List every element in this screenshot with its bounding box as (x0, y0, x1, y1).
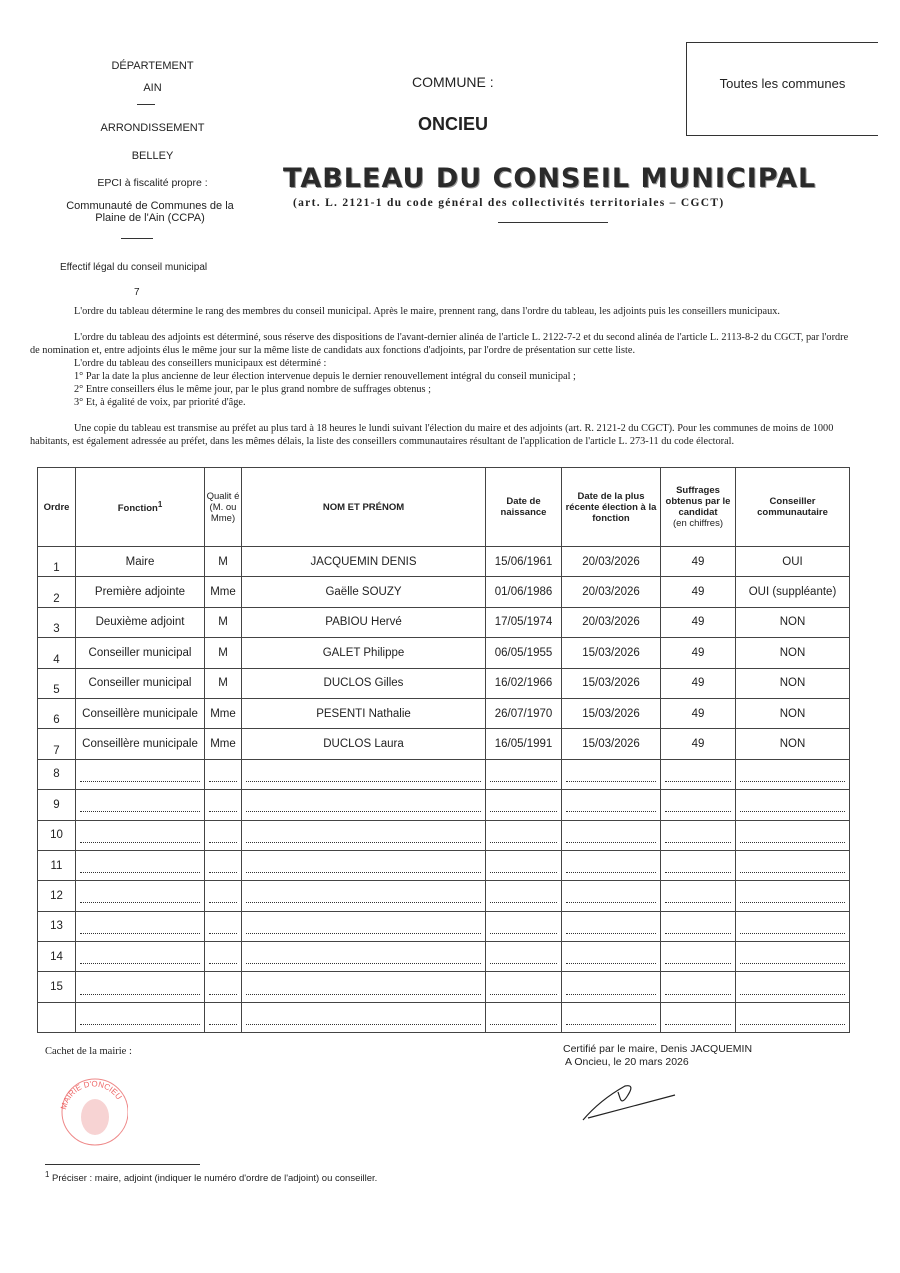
dotted-line (80, 986, 200, 995)
cell-nom (242, 881, 486, 911)
footnote-ref: 1 (157, 500, 163, 510)
cell-qualite (205, 1002, 242, 1032)
empty-table-row (38, 911, 850, 941)
cell-fonction: Deuxième adjoint (76, 607, 205, 637)
cell-nom (242, 1002, 486, 1032)
cell-communautaire: NON (736, 698, 850, 728)
cell-suffrages: 49 (661, 577, 736, 607)
cell-nom: GALET Philippe (242, 638, 486, 668)
dotted-line (80, 925, 200, 934)
cell-ordre: 10 (38, 820, 76, 850)
cell-communautaire: NON (736, 668, 850, 698)
dotted-line (209, 803, 237, 812)
cell-nom (242, 911, 486, 941)
table-row (38, 698, 850, 728)
cell-naissance: 16/02/1966 (486, 668, 562, 698)
cell-qualite (205, 820, 242, 850)
dotted-line (740, 1016, 845, 1025)
dotted-line (246, 803, 481, 812)
cell-qualite (205, 911, 242, 941)
cell-fonction: Conseillère municipale (76, 698, 205, 728)
cell-fonction (76, 850, 205, 880)
cell-qualite (205, 972, 242, 1002)
lieu-date: A Oncieu, le 20 mars 2026 (565, 1056, 689, 1068)
cell-suffrages: 49 (661, 729, 736, 759)
cell-fonction: Conseillère municipale (76, 729, 205, 759)
cell-qualite: Mme (205, 698, 242, 728)
dotted-line (246, 925, 481, 934)
cell-fonction (76, 881, 205, 911)
cell-qualite (205, 790, 242, 820)
cell-naissance (486, 790, 562, 820)
cell-election (562, 759, 661, 789)
cell-qualite: M (205, 547, 242, 577)
dotted-line (80, 803, 200, 812)
paragraph: Une copie du tableau est transmise au préfet au plus tard à 18 heures le lundi suivant l'élection du maire et des adjoints (art. R. 2121-2 du CGCT). Pour les communes de moins de 1000 habitants, est également adressée au préfet, dans les mêmes délais, la liste des conseillers communautaires résultant de l'application de l'article L. 273-11 du code électoral. (30, 423, 834, 448)
cell-naissance (486, 759, 562, 789)
cell-communautaire (736, 972, 850, 1002)
dotted-line (566, 925, 656, 934)
subtitle: (art. L. 2121-1 du code général des collectivités territoriales – CGCT) (293, 197, 725, 209)
cell-nom: Gaëlle SOUZY (242, 577, 486, 607)
col-ordre: Ordre (38, 468, 76, 547)
cell-fonction (76, 759, 205, 789)
cell-naissance (486, 850, 562, 880)
dotted-line (80, 894, 200, 903)
dotted-line (665, 925, 731, 934)
dotted-line (665, 955, 731, 964)
cell-election: 15/03/2026 (562, 668, 661, 698)
footnote (45, 1170, 377, 1184)
cell-fonction: Première adjointe (76, 577, 205, 607)
dotted-line (246, 1016, 481, 1025)
cell-naissance (486, 972, 562, 1002)
empty-table-row (38, 759, 850, 789)
cell-qualite (205, 881, 242, 911)
dotted-line (246, 834, 481, 843)
empty-table-row (38, 942, 850, 972)
cell-nom: DUCLOS Gilles (242, 668, 486, 698)
dotted-line (740, 986, 845, 995)
col-election: Date de la plus récente élection à la fonction (562, 468, 661, 547)
arrondissement: BELLEY (131, 150, 174, 162)
dotted-line (490, 1016, 557, 1025)
cell-election: 20/03/2026 (562, 607, 661, 637)
cell-suffrages (661, 850, 736, 880)
cell-fonction (76, 942, 205, 972)
cell-election (562, 972, 661, 1002)
paragraph: 3° Et, à égalité de voix, par priorité d'âge. (74, 397, 246, 408)
epci: Communauté de Communes de la Plaine de l'Ain (CCPA) (66, 200, 234, 224)
dotted-line (566, 894, 656, 903)
cell-fonction: Maire (76, 547, 205, 577)
cell-ordre: 12 (38, 881, 76, 911)
dotted-line (209, 925, 237, 934)
commune-label: COMMUNE : (412, 74, 494, 90)
dotted-line (80, 955, 200, 964)
table-row (38, 577, 850, 607)
cell-qualite (205, 759, 242, 789)
dotted-line (209, 773, 237, 782)
dotted-line (490, 955, 557, 964)
cell-communautaire: NON (736, 607, 850, 637)
cell-ordre: 3 (38, 607, 76, 637)
cell-election: 15/03/2026 (562, 698, 661, 728)
cell-nom (242, 850, 486, 880)
cell-ordre: 4 (38, 638, 76, 668)
empty-table-row (38, 1002, 850, 1032)
table-header (38, 468, 850, 547)
cell-suffrages (661, 759, 736, 789)
cell-suffrages (661, 820, 736, 850)
col-nom: NOM ET PRÉNOM (242, 468, 486, 547)
page-title: TABLEAU DU CONSEIL MUNICIPAL (283, 163, 817, 194)
dotted-line (740, 834, 845, 843)
cell-qualite: Mme (205, 729, 242, 759)
empty-table-row (38, 820, 850, 850)
empty-table-row (38, 972, 850, 1002)
table-row (38, 607, 850, 637)
dotted-line (490, 834, 557, 843)
table-row (38, 729, 850, 759)
dotted-line (566, 986, 656, 995)
cell-fonction: Conseiller municipal (76, 668, 205, 698)
cell-communautaire (736, 759, 850, 789)
col-naissance: Date de naissance (486, 468, 562, 547)
cachet-label: Cachet de la mairie : (45, 1046, 132, 1057)
cell-election (562, 790, 661, 820)
paragraph: L'ordre du tableau des conseillers municipaux est déterminé : (74, 358, 327, 369)
cell-communautaire (736, 850, 850, 880)
cell-suffrages: 49 (661, 668, 736, 698)
cell-suffrages: 49 (661, 547, 736, 577)
dotted-line (740, 925, 845, 934)
dotted-line (665, 803, 731, 812)
dotted-line (490, 925, 557, 934)
cell-suffrages (661, 911, 736, 941)
dotted-line (665, 834, 731, 843)
cell-ordre: 8 (38, 759, 76, 789)
signature (580, 1080, 680, 1125)
dotted-line (246, 894, 481, 903)
table-row (38, 638, 850, 668)
dotted-line (209, 864, 237, 873)
cell-qualite: M (205, 607, 242, 637)
table-row (38, 668, 850, 698)
cell-communautaire (736, 911, 850, 941)
dotted-line (665, 1016, 731, 1025)
certifie: Certifié par le maire, Denis JACQUEMIN (563, 1043, 753, 1055)
dotted-line (665, 986, 731, 995)
cell-suffrages (661, 942, 736, 972)
cell-communautaire (736, 942, 850, 972)
cell-ordre: 11 (38, 850, 76, 880)
cell-ordre: 5 (38, 668, 76, 698)
dotted-line (566, 834, 656, 843)
dotted-line (490, 986, 557, 995)
dotted-line (246, 986, 481, 995)
paragraph: 1° Par la date la plus ancienne de leur élection intervenue depuis le dernier renouvellement intégral du conseil municipal ; (74, 371, 576, 382)
cell-ordre (38, 1002, 76, 1032)
dotted-line (246, 773, 481, 782)
cell-ordre: 15 (38, 972, 76, 1002)
cell-suffrages (661, 1002, 736, 1032)
cell-qualite: Mme (205, 577, 242, 607)
empty-table-row (38, 850, 850, 880)
mairie-stamp (58, 1065, 128, 1155)
cell-communautaire: NON (736, 729, 850, 759)
cell-ordre: 1 (38, 547, 76, 577)
col-fonction-label: Fonction (117, 503, 158, 515)
cell-nom (242, 942, 486, 972)
cell-fonction (76, 790, 205, 820)
col-fonction (76, 468, 205, 547)
dotted-line (566, 1016, 656, 1025)
dotted-line (209, 1016, 237, 1025)
cell-naissance: 06/05/1955 (486, 638, 562, 668)
cell-nom (242, 820, 486, 850)
epci-label: EPCI à fiscalité propre : (97, 177, 208, 189)
arrondissement-label: ARRONDISSEMENT (100, 122, 205, 134)
cell-election: 20/03/2026 (562, 547, 661, 577)
col-suffrages-note: (en chiffres) (673, 518, 723, 529)
cell-naissance (486, 820, 562, 850)
cell-nom: JACQUEMIN DENIS (242, 547, 486, 577)
table-row (38, 547, 850, 577)
commune-box: Toutes les communes (686, 42, 878, 136)
cell-election: 15/03/2026 (562, 638, 661, 668)
dotted-line (740, 955, 845, 964)
cell-naissance: 17/05/1974 (486, 607, 562, 637)
cell-communautaire (736, 881, 850, 911)
cell-nom: PESENTI Nathalie (242, 698, 486, 728)
cell-naissance (486, 1002, 562, 1032)
cell-ordre: 14 (38, 942, 76, 972)
svg-text:MAIRIE D'ONCIEU: MAIRIE D'ONCIEU (59, 1079, 124, 1111)
cell-ordre: 13 (38, 911, 76, 941)
dotted-line (665, 894, 731, 903)
col-suffrages (661, 468, 736, 547)
cell-naissance (486, 881, 562, 911)
cell-election (562, 911, 661, 941)
cell-communautaire (736, 1002, 850, 1032)
dotted-line (246, 955, 481, 964)
cell-ordre: 6 (38, 698, 76, 728)
dotted-line (490, 894, 557, 903)
dotted-line (209, 894, 237, 903)
departement: AIN (143, 82, 162, 94)
dotted-line (566, 803, 656, 812)
cell-suffrages: 49 (661, 607, 736, 637)
empty-table-row (38, 790, 850, 820)
cell-suffrages (661, 790, 736, 820)
cell-naissance (486, 911, 562, 941)
commune-name: ONCIEU (418, 114, 489, 134)
cell-suffrages (661, 972, 736, 1002)
empty-table-row (38, 881, 850, 911)
cell-qualite (205, 942, 242, 972)
cell-communautaire: OUI (suppléante) (736, 577, 850, 607)
cell-nom: PABIOU Hervé (242, 607, 486, 637)
cell-nom (242, 972, 486, 1002)
dotted-line (80, 773, 200, 782)
col-qualite: Qualit é (M. ou Mme) (205, 468, 242, 547)
cell-communautaire: OUI (736, 547, 850, 577)
cell-ordre: 9 (38, 790, 76, 820)
cell-election: 20/03/2026 (562, 577, 661, 607)
dotted-line (566, 955, 656, 964)
cell-election (562, 942, 661, 972)
cell-ordre: 7 (38, 729, 76, 759)
dotted-line (566, 773, 656, 782)
cell-suffrages: 49 (661, 638, 736, 668)
dotted-line (209, 955, 237, 964)
dotted-line (665, 773, 731, 782)
footnote-number: 1 (45, 1170, 50, 1179)
cell-fonction (76, 1002, 205, 1032)
col-suffrages-label: Suffrages obtenus par le candidat (665, 485, 731, 518)
council-table (37, 467, 850, 1033)
dotted-line (246, 864, 481, 873)
cell-communautaire: NON (736, 638, 850, 668)
cell-election: 15/03/2026 (562, 729, 661, 759)
col-communautaire: Conseiller communautaire (736, 468, 850, 547)
paragraph: L'ordre du tableau détermine le rang des membres du conseil municipal. Après le maire, prennent rang, dans l'ordre du tableau, les adjoints puis les conseillers municipaux. (74, 306, 780, 317)
footnote-text: Préciser : maire, adjoint (indiquer le numéro d'ordre de l'adjoint) ou conseiller. (52, 1173, 378, 1185)
cell-fonction: Conseiller municipal (76, 638, 205, 668)
dotted-line (740, 894, 845, 903)
paragraph: 2° Entre conseillers élus le même jour, par le plus grand nombre de suffrages obtenus ; (74, 384, 431, 395)
dotted-line (740, 803, 845, 812)
cell-ordre: 2 (38, 577, 76, 607)
cell-suffrages (661, 881, 736, 911)
cell-election (562, 1002, 661, 1032)
effectif-label: Effectif légal du conseil municipal (60, 262, 208, 273)
dotted-line (490, 803, 557, 812)
cell-nom (242, 790, 486, 820)
cell-naissance: 26/07/1970 (486, 698, 562, 728)
dotted-line (490, 864, 557, 873)
cell-communautaire (736, 790, 850, 820)
cell-naissance: 01/06/1986 (486, 577, 562, 607)
cell-qualite (205, 850, 242, 880)
cell-communautaire (736, 820, 850, 850)
effectif: 7 (134, 287, 140, 298)
cell-election (562, 881, 661, 911)
dotted-line (80, 834, 200, 843)
cell-naissance: 15/06/1961 (486, 547, 562, 577)
dotted-line (80, 1016, 200, 1025)
dotted-line (490, 773, 557, 782)
dotted-line (740, 773, 845, 782)
cell-naissance: 16/05/1991 (486, 729, 562, 759)
cell-nom (242, 759, 486, 789)
cell-fonction (76, 911, 205, 941)
dotted-line (80, 864, 200, 873)
cell-qualite: M (205, 638, 242, 668)
cell-fonction (76, 820, 205, 850)
dotted-line (566, 864, 656, 873)
cell-suffrages: 49 (661, 698, 736, 728)
cell-fonction (76, 972, 205, 1002)
cell-qualite: M (205, 668, 242, 698)
dotted-line (209, 834, 237, 843)
dotted-line (209, 986, 237, 995)
departement-label: DÉPARTEMENT (111, 60, 194, 72)
dotted-line (665, 864, 731, 873)
cell-election (562, 820, 661, 850)
cell-naissance (486, 942, 562, 972)
cell-nom: DUCLOS Laura (242, 729, 486, 759)
paragraph: L'ordre du tableau des adjoints est déterminé, sous réserve des dispositions de l'avant-dernier alinéa de l'article L. 2122-7-2 et du second alinéa de l'article L. 2113-8-2 du CGCT, par l'ordre de nomination et, entre adjoints élus le même jour sur la même liste de candidats aux fonctions d'adjoints, par l'ordre de présentation sur cette liste. (30, 332, 849, 357)
cell-election (562, 850, 661, 880)
dotted-line (740, 864, 845, 873)
